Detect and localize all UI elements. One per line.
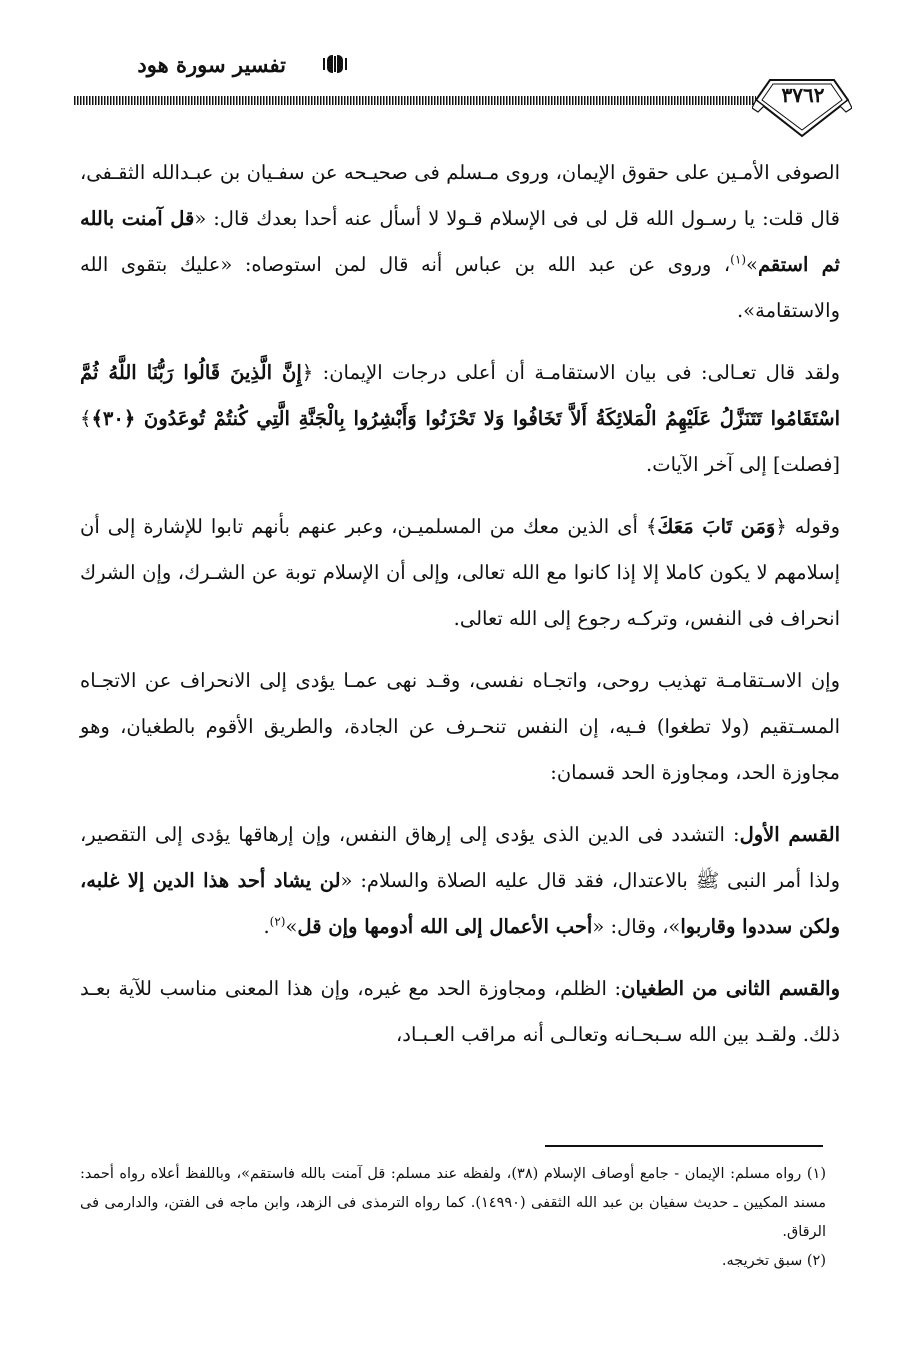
text-run: ولقد قال تعـالى: فى بيان الاستقامـة أن أعلى درجات الإيمان: ﴿ [301,361,841,384]
text-run: ﴾ [فصلت] إلى آخر الآيات. [80,407,840,476]
quran-verse: وَمَن تَابَ مَعَكَ [657,515,776,538]
text-run: وقوله ﴿ [775,515,840,538]
text-run: ، وروى عن عبد الله بن عباس أنه قال لمن استوصاه: «عليك بتقوى الله والاستقامة». [80,253,840,322]
header-rule [74,96,756,105]
footnote-separator [545,1145,823,1147]
main-text [80,150,840,1074]
paragraph [80,150,840,334]
section-lead: القسم الأول [739,823,840,846]
section-lead: والقسم الثانى من الطغيان [621,977,840,1000]
text-run: . [263,915,270,938]
ornament-icon [322,53,348,75]
hadith-quote: أحب الأعمال إلى الله أدومها وإن قل [297,915,593,938]
text-run: » [746,253,758,276]
running-title: تفسير سورة هود [137,52,286,77]
hadith-quote: قل آمنت بالله ثم استقم [80,207,840,276]
hadith-quote: لن يشاد أحد هذا الدين إلا غلبه، ولكن سددوا وقاربوا [80,869,840,938]
text-run: وإن الاسـتقامـة تهذيب روحى، واتجـاه نفسى، وقـد نهى عمـا يؤدى إلى الانحراف عن الاتجـاه المسـتقيم (ولا تطغوا) فـيه، إن النفس تنحـرف عن الجادة، والطريق الأقوم بالطغيان، وهو مجاوزة الحد، ومجاوزة الحد قسمان: [80,669,840,784]
footnote-ref: (٢) [269,914,286,929]
paragraph [80,966,840,1058]
paragraph [80,658,840,796]
text-run: »، وقال: « [592,915,681,938]
text-run: ﴾ أى الذين معك من المسلميـن، وعبر عنهم بأنهم تابوا للإشارة إلى أن إسلامهم لا يكون كاملا إلا إذا كانوا مع الله تعالى، وإلى أن الإسلام توبة عن الشـرك، وإن الشرك انحراف فى النفس، وتركـه رجوع إلى الله تعالى. [80,515,840,630]
footnotes [80,1160,826,1276]
text-run: : الظلم، ومجاوزة الحد مع غيره، وإن هذا المعنى مناسب للآية بعـد ذلك. ولقـد بين الله سـبحـانه وتعالـى أنه مراقب العـبـاد، [80,977,840,1046]
page-number: ٣٧٦٢ [781,83,825,107]
paragraph [80,350,840,488]
text-run: : التشدد فى الدين الذى يؤدى إلى إرهاق النفس، وإن إرهاقها يؤدى إلى التقصير، ولذا أمر النبى ﷺ بالاعتدال، فقد قال عليه الصلاة والسلام: « [80,823,840,892]
footnote: (١) رواه مسلم: الإيمان - جامع أوصاف الإسلام (٣٨)، ولفظه عند مسلم: قل آمنت بالله فاستقم»، وباللفظ أعلاه رواه أحمد: مسند المكيين ـ حديث سفيان بن عبد الله الثقفى (١٤٩٩٠). كما رواه الترمذى فى الزهد، وابن ماجه فى الفتن، والدارمى فى الرقاق. [80,1166,826,1240]
paragraph [80,812,840,950]
footnote: (٢) سبق تخريجه. [721,1253,826,1269]
paragraph [80,504,840,642]
text-run: الصوفى الأمـين على حقوق الإيمان، وروى مـسلم فى صحيـحه عن سفـيان بن عبـدالله الثقـفى، قال قلت: يا رسـول الله قل لى فى الإسلام قـولا لا أسأل عنه أحدا بعدك قال: « [80,161,840,230]
text-run: » [285,915,298,938]
quran-verse: إِنَّ الَّذِينَ قَالُوا رَبُّنَا اللَّهُ ثُمَّ اسْتَقَامُوا تَتَنَزَّلُ عَلَيْهِمُ الْمَلائِكَةُ أَلاَّ تَخَافُوا وَلا تَحْزَنُوا وَأَبْشِرُوا بِالْجَنَّةِ الَّتِي كُنتُمْ تُوعَدُونَ ﴿٣٠﴾ [80,361,840,430]
footnote-ref: (١) [730,252,746,267]
